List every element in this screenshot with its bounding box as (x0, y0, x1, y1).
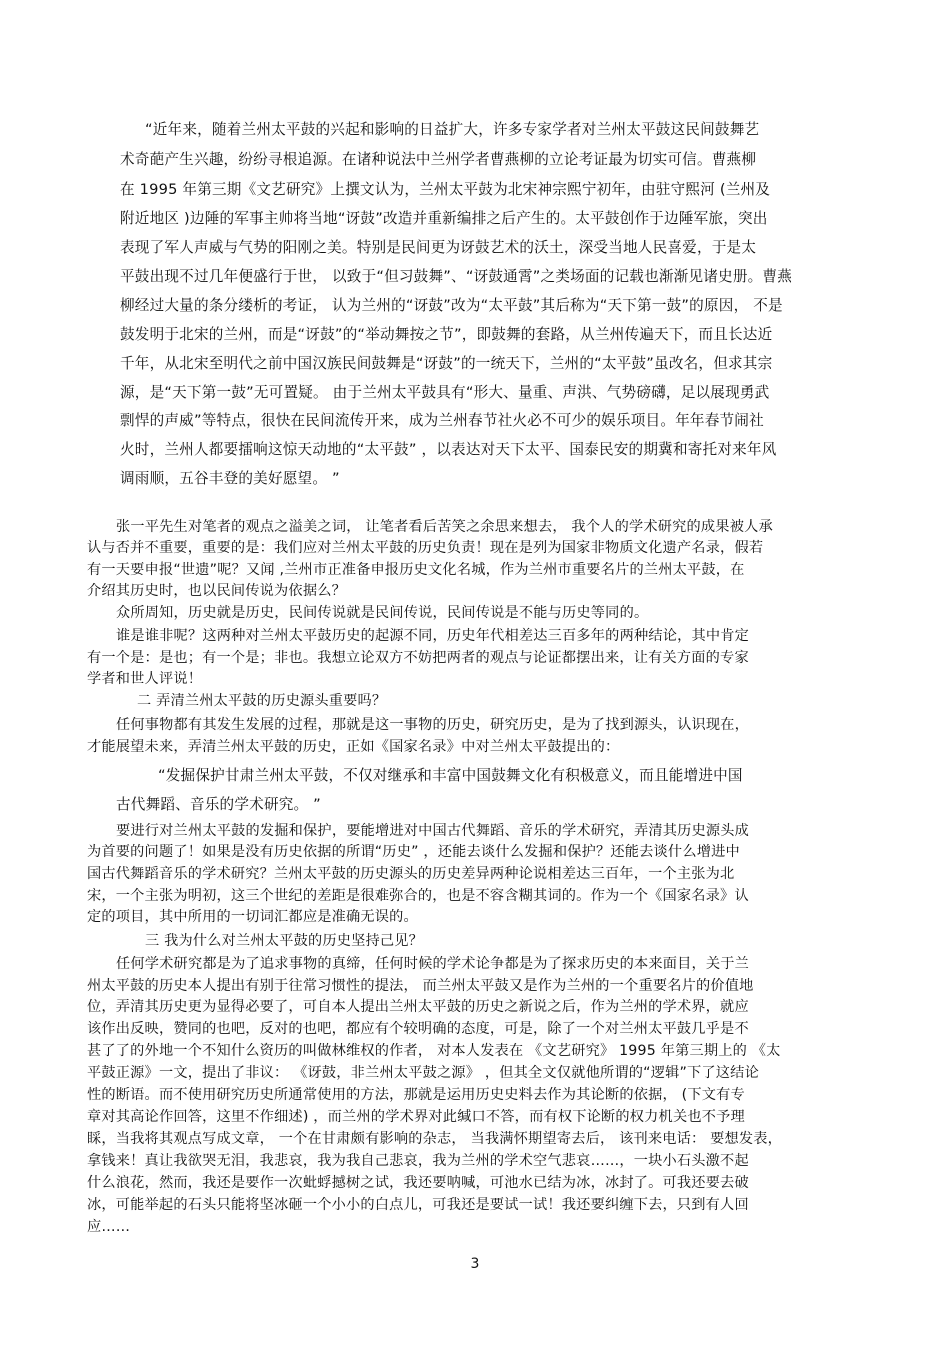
quote-line: 表现了军人声威与气势的阳刚之美。特别是民间更为讶鼓艺术的沃土，深受当地人民喜爱，于是太 (120, 239, 757, 256)
quote-line: 在 1995 年第三期《文艺研究》上撰文认为，兰州太平鼓为北宋神宗熙宁初年，由驻守熙河 (兰州及 (120, 181, 771, 198)
quote-line: 火时，兰州人都要擂响这惊天动地的“太平鼓” ，以表达对天下太平、国泰民安的期冀和寄托对来年风 (120, 441, 777, 458)
body-line: 张一平先生对笔者的观点之溢美之词， 让笔者看后苦笑之余思来想去， 我个人的学术研究的成果被人承 (116, 519, 773, 535)
quote-line: 调雨顺，五谷丰登的美好愿望。 ” (120, 470, 340, 487)
body-line: 平鼓正源》一文，提出了非议： 《讶鼓，非兰州太平鼓之源》 ，但其全文仅就他所谓的“逻辑”下了这结论 (87, 1065, 759, 1081)
body-line: 位，弄清其历史更为显得必要了，可自本人提出兰州太平鼓的历史之新说之后，作为兰州的学术界，就应 (87, 999, 749, 1015)
body-line: 任何学术研究都是为了追求事物的真缔，任何时候的学术论争都是为了探求历史的本来面目，关于兰 (116, 956, 750, 972)
body-line: 为首要的问题了！如果是没有历史依据的所谓“历史” ，还能去谈什么发掘和保护？还能去谈什么增进中 (87, 844, 740, 860)
body-line: 众所周知，历史就是历史，民间传说就是民间传说，民间传说是不能与历史等同的。 (116, 605, 649, 621)
quote-line: 剽悍的声威”等特点，很快在民间流传开来，成为兰州春节社火必不可少的娱乐项目。年年春节闹社 (120, 412, 764, 429)
body-line: 介绍其历史时，也以民间传说为依据么？ (87, 583, 346, 599)
quote-line: 平鼓出现不过几年便盛行于世， 以致于“但习鼓舞”、“讶鼓通霄”之类场面的记载也渐渐见诸史册。曹燕 (120, 268, 793, 285)
body-line: 谁是谁非呢？这两种对兰州太平鼓历史的起源不同，历史年代相差达三百多年的两种结论，其中肯定 (116, 628, 750, 644)
body-line: 宋，一个主张为明初，这三个世纪的差距是很难弥合的，也是不容含糊其词的。作为一个《国家名录》认 (87, 888, 749, 904)
body-line: 任何事物都有其发生发展的过程，那就是这一事物的历史，研究历史，是为了找到源头，认识现在， (116, 717, 750, 733)
body-line: 定的项目，其中所用的一切词汇都应是准确无误的。 (87, 909, 418, 925)
quote-line: 术奇葩产生兴趣，纷纷寻根追源。在诸种说法中兰州学者曹燕柳的立论考证最为切实可信。曹燕柳 (120, 151, 757, 168)
body-line: 性的断语。而不使用研究历史所通常使用的方法，那就是运用历史史料去作为其论断的依据， (下文有专 (87, 1087, 745, 1103)
quote-line: 鼓发明于北宋的兰州，而是“讶鼓”的“举动舞按之节”，即鼓舞的套路，从兰州传遍天下，而且长达近 (120, 326, 773, 343)
body-line: 要进行对兰州太平鼓的发掘和保护，要能增进对中国古代舞蹈、音乐的学术研究，弄清其历史源头成 (116, 823, 750, 839)
body-line: 睬，当我将其观点写成文章， 一个在甘肃颇有影响的杂志， 当我满怀期望寄去后， 该刊来电话： 要想发表， (87, 1131, 783, 1147)
body-line: 甚了了的外地一个不知什么资历的叫做林维权的作者， 对本人发表在 《文艺研究》 1995 年第三期上的 《太 (87, 1043, 781, 1059)
body-line: 该作出反映，赞同的也吧，反对的也吧，都应有个较明确的态度，可是，除了一个对兰州太平鼓几乎是不 (87, 1021, 749, 1037)
body-line: 应…… (87, 1219, 131, 1235)
quote-line: 柳经过大量的条分缕析的考证， 认为兰州的“讶鼓”改为“太平鼓”其后称为“天下第一鼓”的原因， 不是 (120, 297, 783, 314)
page-number: 3 (470, 1256, 480, 1272)
quote-line: “近年来，随着兰州太平鼓的兴起和影响的日益扩大，许多专家学者对兰州太平鼓这民间鼓舞艺 (145, 121, 760, 138)
body-line: 有一个是：是也；有一个是；非也。我想立论双方不妨把两者的观点与论证都摆出来，让有关方面的专家 (87, 650, 749, 666)
body-line: 章对其高论作回答，这里不作细述) ，而兰州的学术界对此缄口不答，而有权下论断的权力机关也不予理 (87, 1109, 745, 1125)
body-line: 认与否并不重要，重要的是：我们应对兰州太平鼓的历史负责！现在是列为国家非物质文化遗产名录，假若 (87, 540, 764, 556)
quote-line: 附近地区 )边陲的军事主帅将当地“讶鼓”改造并重新编排之后产生的。太平鼓创作于边陲军旅，突出 (120, 210, 768, 227)
body-line: 才能展望未来，弄清兰州太平鼓的历史，正如《国家名录》中对兰州太平鼓提出的： (87, 739, 620, 755)
body-line: 什么浪花，然而，我还是要作一次蚍蜉撼树之试，我还要呐喊，可池水已结为冰，冰封了。可我还要去破 (87, 1175, 749, 1191)
body-line: 冰，可能举起的石头只能将坚冰砸一个小小的白点儿，可我还是要试一试！我还要纠缠下去，只到有人回 (87, 1197, 749, 1213)
section-heading: 三 我为什么对兰州太平鼓的历史坚持己见？ (145, 933, 424, 949)
body-line: 有一天要申报“世遗”呢？又闻 ,兰州市正准备申报历史文化名城，作为兰州市重要名片的兰州太平鼓，在 (87, 562, 745, 578)
body-line: 学者和世人评说！ (87, 671, 203, 687)
quote-line: 古代舞蹈、音乐的学术研究。 ” (116, 796, 321, 813)
body-line: 州太平鼓的历史本人提出有别于往常习惯性的提法， 而兰州太平鼓又是作为兰州的一个重要名片的价值地 (87, 978, 754, 994)
section-heading: 二 弄清兰州太平鼓的历史源头重要吗？ (137, 693, 387, 709)
body-line: 国古代舞蹈音乐的学术研究？兰州太平鼓的历史源头的历史差异两种论说相差达三百年，一个主张为北 (87, 866, 735, 882)
body-line: 拿钱来！真让我欲哭无泪，我悲哀，我为我自己悲哀，我为兰州的学术空气悲哀……，一块小石头激不起 (87, 1153, 749, 1169)
quote-line: 千年，从北宋至明代之前中国汉族民间鼓舞是“讶鼓”的一统天下，兰州的“太平鼓”虽改名，但求其宗 (120, 355, 773, 372)
quote-line: “发掘保护甘肃兰州太平鼓，不仅对继承和丰富中国鼓舞文化有积极意义，而且能增进中国 (158, 767, 743, 784)
quote-line: 源，是“天下第一鼓”无可置疑。 由于兰州太平鼓具有“形大、量重、声洪、气势磅礴，足以展现勇武 (120, 384, 770, 401)
